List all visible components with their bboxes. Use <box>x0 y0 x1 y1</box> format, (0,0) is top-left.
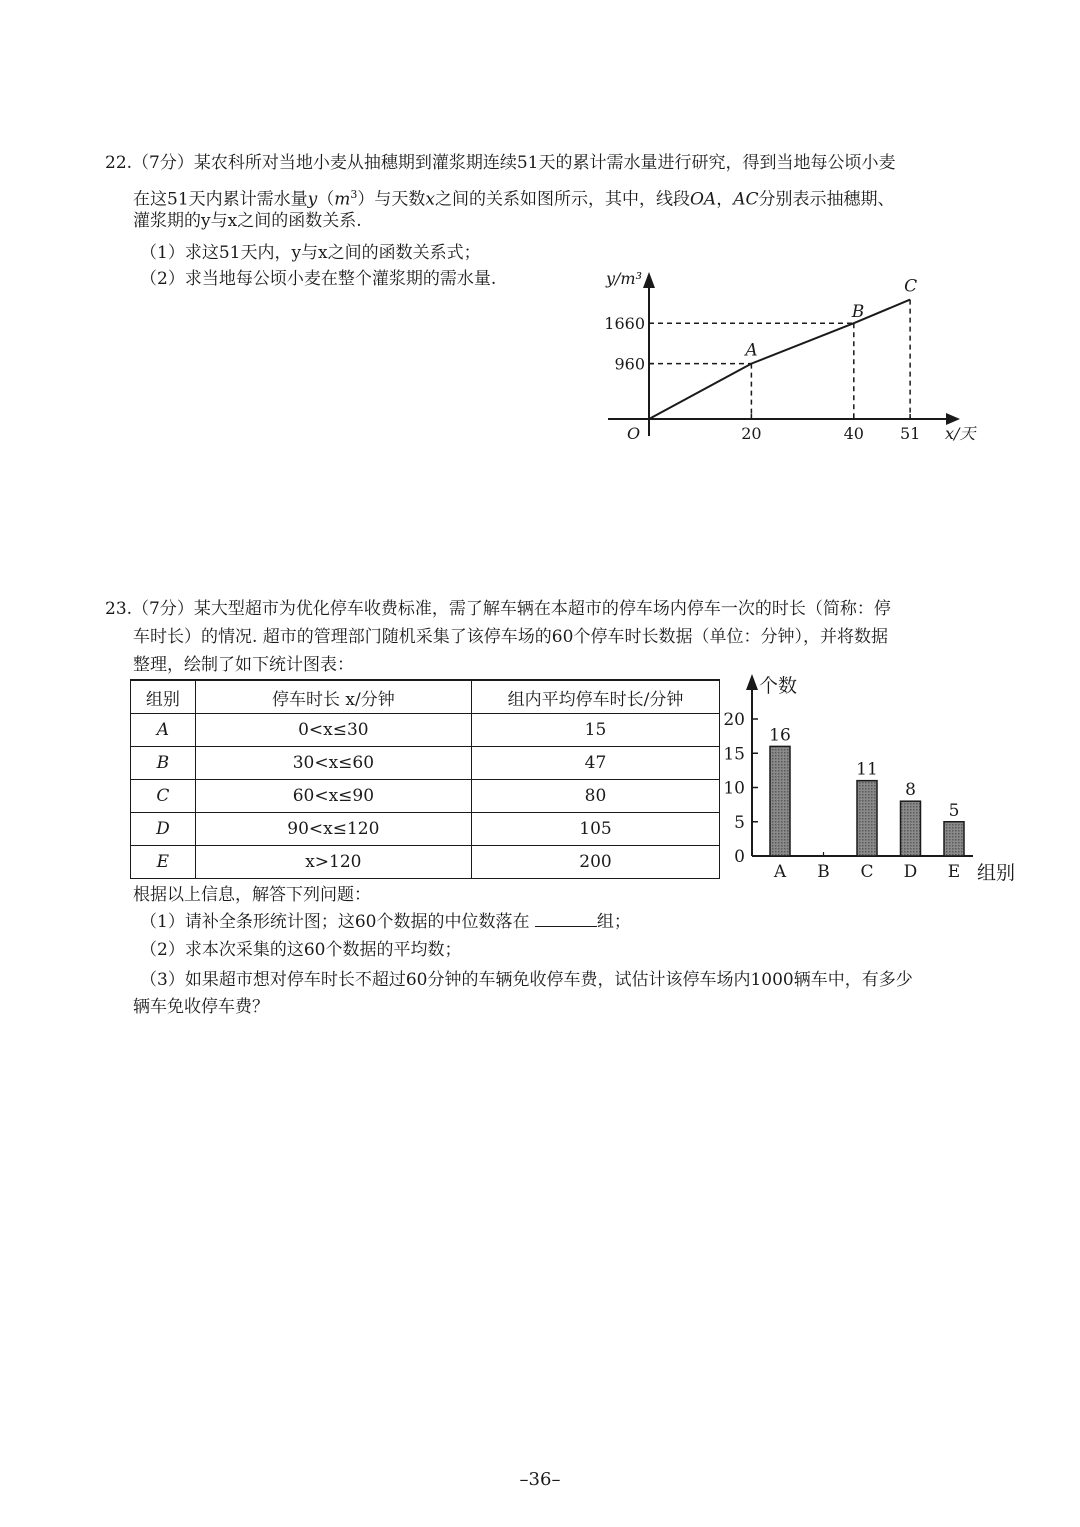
q22-y-arrow <box>643 272 655 288</box>
bar-value-label: 16 <box>769 725 791 746</box>
bar-y-tick-label: 15 <box>723 744 745 765</box>
q22-y-tick-label: 960 <box>614 354 645 374</box>
q22-function-line <box>649 300 910 419</box>
table-row <box>131 813 720 846</box>
table-row <box>131 714 720 747</box>
bar-y-axis-label: 个数 <box>759 675 798 697</box>
parking-table <box>130 679 720 879</box>
page-number: –36– <box>519 1469 561 1490</box>
bar-y-tick-label: 0 <box>734 847 745 867</box>
table-cell: E <box>131 846 196 879</box>
table-cell: x>120 <box>195 846 471 879</box>
q22-origin-label: O <box>627 424 641 443</box>
bar-x-tick-label: B <box>817 862 830 882</box>
table-cell: D <box>131 813 196 846</box>
table-cell: 15 <box>471 714 719 747</box>
bar-y-tick-label: 20 <box>723 710 745 730</box>
bar-x-tick-label: E <box>947 862 961 882</box>
bar <box>770 746 790 856</box>
bar-value-label: 5 <box>948 800 960 821</box>
table-header-cell: 组内平均停车时长/分钟 <box>471 680 719 714</box>
table-header-row <box>131 680 720 714</box>
bar-y-arrow <box>746 674 758 690</box>
q23-bar-chart <box>715 668 1035 888</box>
q22-point-label: C <box>904 276 918 297</box>
q23-sub3-line2: 辆车免收停车费？ <box>133 997 269 1017</box>
q22-x-tick-label: 20 <box>741 424 762 443</box>
bar-x-tick-label: C <box>860 862 874 882</box>
bar-y-tick-label: 5 <box>734 812 745 833</box>
q22-x-tick-label: 40 <box>843 424 864 443</box>
bar-value-label: 11 <box>856 759 878 780</box>
table-cell: B <box>131 747 196 780</box>
table-cell: 30<x≤60 <box>195 747 471 780</box>
q23-sub2: （2）求本次采集的这60个数据的平均数； <box>140 940 462 960</box>
table-cell: 0<x≤30 <box>195 714 471 747</box>
q22-sub1: （1）求这51天内，y与x之间的函数关系式； <box>140 243 481 263</box>
table-cell: 105 <box>471 813 719 846</box>
q22-sub2: （2）求当地每公顷小麦在整个灌浆期的需水量. <box>140 269 497 289</box>
q23-line1: 23.（7分）某大型超市为优化停车收费标准，需了解车辆在本超市的停车场内停车一次的时长（简称：停 <box>105 599 891 619</box>
table-cell: A <box>131 714 196 747</box>
bar-x-tick-label: D <box>903 862 918 882</box>
q22-line3: 灌浆期的y与x之间的函数关系. <box>133 211 362 231</box>
q22-x-tick-label: 51 <box>899 424 921 443</box>
bar-value-label: 8 <box>905 780 916 801</box>
table-cell: 80 <box>471 780 719 813</box>
q23-line3: 整理，绘制了如下统计图表： <box>133 655 354 675</box>
table-cell: C <box>131 780 196 813</box>
bar <box>857 781 877 856</box>
q23-line2: 车时长）的情况. 超市的管理部门随机采集了该停车场的60个停车时长数据（单位：分钟），并将数据 <box>133 627 888 647</box>
table-cell: 47 <box>471 747 719 780</box>
q22-x-axis-label: x/天 <box>945 424 976 443</box>
q23-after: 根据以上信息，解答下列问题： <box>133 885 371 905</box>
q22-line-graph <box>590 262 990 452</box>
table-row <box>131 846 720 879</box>
bar-x-axis-label: 组别 <box>977 862 1016 884</box>
bar <box>901 801 921 856</box>
q22-line2: 在这51天内累计需水量$y(m^3)$与天数x之间的关系如图所示，其中，线段OA，AC分别表示抽穗期、 <box>133 188 895 210</box>
bar <box>944 822 964 856</box>
q22-y-tick-label: 1660 <box>604 314 645 334</box>
table-cell: 90<x≤120 <box>195 813 471 846</box>
answer-blank[interactable] <box>535 910 597 927</box>
q22-point-label: A <box>745 340 758 361</box>
q22-point-label: B <box>851 302 865 323</box>
table-row <box>131 780 720 813</box>
table-row <box>131 747 720 780</box>
q23-sub3-line1: （3）如果超市想对停车时长不超过60分钟的车辆免收停车费，试估计该停车场内1000辆车中，有多少 <box>140 970 913 990</box>
table-header-cell: 组别 <box>131 680 196 714</box>
table-header-cell: 停车时长 x/分钟 <box>195 680 471 714</box>
table-cell: 60<x≤90 <box>195 780 471 813</box>
q22-y-axis-label: y/m³ <box>606 269 643 288</box>
bar-y-tick-label: 10 <box>723 778 745 799</box>
q22-line1: 22.（7分）某农科所对当地小麦从抽穗期到灌浆期连续51天的累计需水量进行研究，得到当地每公顷小麦 <box>105 153 896 173</box>
q23-sub1: （1）请补全条形统计图；这60个数据的中位数落在 组； <box>140 912 631 932</box>
bar-x-tick-label: A <box>773 862 787 882</box>
table-cell: 200 <box>471 846 719 879</box>
